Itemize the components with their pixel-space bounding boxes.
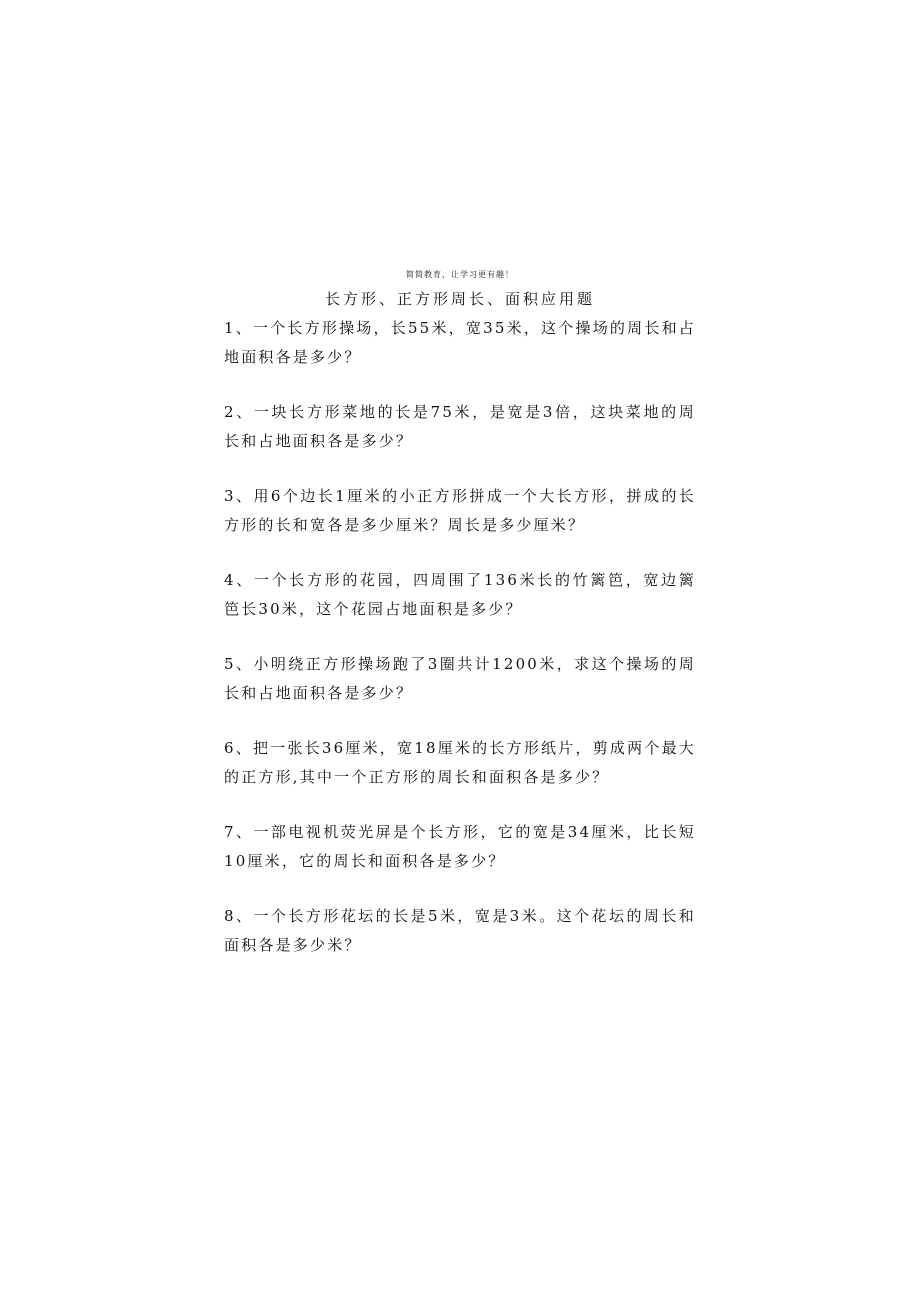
question-8: 8、一个长方形花坛的长是5米，宽是3米。这个花坛的周长和面积各是多少米？ bbox=[224, 907, 696, 954]
question-list bbox=[224, 314, 696, 986]
question-2: 2、一块长方形菜地的长是75米，是宽是3倍，这块菜地的周长和占地面积各是多少？ bbox=[224, 403, 696, 450]
page-title: 长方形、正方形周长、面积应用题 bbox=[324, 290, 595, 308]
question-3: 3、用6个边长1厘米的小正方形拼成一个大长方形，拼成的长方形的长和宽各是多少厘米？周长是多少厘米？ bbox=[224, 487, 696, 534]
question-7: 7、一部电视机荧光屏是个长方形，它的宽是34厘米，比长短10厘米，它的周长和面积各是多少？ bbox=[224, 823, 696, 870]
question-4: 4、一个长方形的花园，四周围了136米长的竹篱笆，宽边篱笆长30米，这个花园占地面积是多少？ bbox=[224, 571, 696, 618]
question-6: 6、把一张长36厘米，宽18厘米的长方形纸片，剪成两个最大的正方形,其中一个正方形的周长和面积各是多少？ bbox=[224, 739, 696, 786]
header-note: 简简教育，让学习更有趣！ bbox=[406, 270, 514, 279]
question-5: 5、小明绕正方形操场跑了3圈共计1200米，求这个操场的周长和占地面积各是多少？ bbox=[224, 655, 696, 702]
question-1: 1、一个长方形操场，长55米，宽35米，这个操场的周长和占地面积各是多少？ bbox=[224, 319, 696, 366]
